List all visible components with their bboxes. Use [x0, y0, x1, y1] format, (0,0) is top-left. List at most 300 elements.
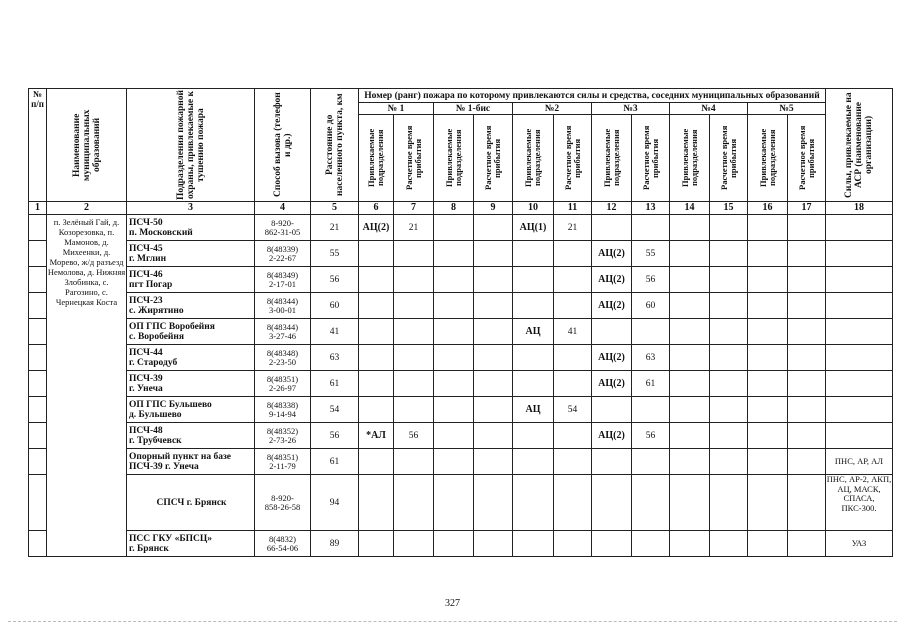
rank-2: №2 — [513, 103, 592, 115]
rank-time-cell — [788, 371, 826, 397]
table-row — [29, 475, 893, 531]
rank-unit-cell — [670, 371, 710, 397]
subheader-text: Расчетное время прибытия — [640, 125, 660, 191]
rank-time-cell — [394, 319, 434, 345]
rank-unit-cell: АЦ(2) — [592, 267, 632, 293]
rank-unit-cell — [670, 449, 710, 475]
rank-unit-cell — [670, 267, 710, 293]
unit-place: с. Воробейня — [129, 331, 185, 342]
unit-place: г. Брянск — [129, 543, 169, 554]
rank-time-cell — [554, 241, 592, 267]
rank-unit-cell — [748, 423, 788, 449]
distance-cell: 21 — [311, 215, 359, 241]
rank-unit-cell: АЦ — [513, 319, 554, 345]
rank-unit-cell — [434, 449, 474, 475]
phone-line-2: 2-22-67 — [269, 252, 296, 263]
table-row — [29, 371, 893, 397]
municipality-cell: п. Зелёный Гай, д. Козорезовка, п. Мамонов, д. Михеенки, д. Морево, ж/д разъезд Немолова, д. Нижняя Злобинка, с. Рагозино, с. Чернецкая Коста — [47, 215, 127, 557]
phone-line-2: 9-14-94 — [269, 408, 296, 419]
row-number — [29, 449, 47, 475]
rank-unit-cell — [359, 371, 394, 397]
header-distance — [311, 89, 359, 202]
header-units-text: Подразделения пожарной охраны, привлекаемые к тушению пожара — [175, 90, 206, 200]
rank-unit-cell: АЦ(2) — [592, 345, 632, 371]
phone-line-2: 2-26-97 — [269, 382, 296, 393]
subheader-text: Расчетное время прибытия — [562, 125, 582, 191]
phone-line-1: 8(48339) — [266, 243, 299, 254]
subheader-time — [394, 115, 434, 202]
distance-cell: 63 — [311, 345, 359, 371]
unit-name: ПСЧ-46 — [129, 269, 163, 280]
rank-time-cell — [632, 319, 670, 345]
header-call — [255, 89, 311, 202]
column-number: 18 — [826, 202, 893, 215]
rank-time-cell — [474, 531, 513, 557]
header-muni — [47, 89, 127, 202]
rank-unit-cell — [359, 267, 394, 293]
unit-place: с. Жирятино — [129, 305, 184, 316]
unit-place: г. Унеча — [129, 383, 163, 394]
rank-unit-cell — [748, 449, 788, 475]
row-number — [29, 397, 47, 423]
rank-time-cell — [788, 241, 826, 267]
rank-time-cell — [632, 449, 670, 475]
rank-time-cell — [554, 423, 592, 449]
row-number — [29, 423, 47, 449]
unit-place: г. Трубчевск — [129, 435, 182, 446]
rank-5: №5 — [748, 103, 826, 115]
forces-cell — [826, 345, 893, 371]
rank-time-cell — [474, 371, 513, 397]
rank-time-cell — [394, 371, 434, 397]
rank-time-cell — [554, 293, 592, 319]
phone-line-1: 8(48344) — [266, 295, 299, 306]
forces-cell — [826, 241, 893, 267]
rank-time-cell — [474, 397, 513, 423]
subheader-time — [474, 115, 513, 202]
phone-line-2: 2-17-01 — [269, 278, 296, 289]
column-number: 5 — [311, 202, 359, 215]
unit-cell — [127, 449, 255, 475]
header-distance-text: Расстояние до населенного пункта, км — [324, 93, 345, 197]
rank-time-cell — [710, 241, 748, 267]
rank-time-cell — [394, 267, 434, 293]
unit-place: г. Мглин — [129, 253, 167, 264]
rank-time-cell — [788, 345, 826, 371]
phone-line-1: 8(48344) — [266, 321, 299, 332]
phone-cell — [255, 449, 311, 475]
rank-unit-cell — [359, 345, 394, 371]
rank-time-cell — [632, 475, 670, 531]
rank-unit-cell — [513, 371, 554, 397]
subheader-text: Привлекаемые подразделения — [443, 128, 463, 188]
unit-cell — [127, 267, 255, 293]
rank-unit-cell — [670, 475, 710, 531]
unit-place: г. Стародуб — [129, 357, 178, 368]
row-number — [29, 267, 47, 293]
rank-unit-cell — [359, 319, 394, 345]
rank-unit-cell — [748, 215, 788, 241]
unit-place: пгт Погар — [129, 279, 173, 290]
rank-unit-cell — [434, 423, 474, 449]
subheader-units — [434, 115, 474, 202]
subheader-units — [359, 115, 394, 202]
rank-time-cell — [788, 449, 826, 475]
distance-cell: 41 — [311, 319, 359, 345]
rank-time-cell — [554, 449, 592, 475]
rank-unit-cell — [359, 449, 394, 475]
rank-unit-cell — [748, 475, 788, 531]
rank-unit-cell: АЦ(2) — [359, 215, 394, 241]
subheader-text: Расчетное время прибытия — [718, 125, 738, 191]
rank-time-cell — [710, 449, 748, 475]
phone-line-1: 8(4832) — [269, 533, 296, 544]
forces-cell — [826, 423, 893, 449]
rank-unit-cell — [592, 475, 632, 531]
rank-unit-cell — [359, 475, 394, 531]
rank-time-cell — [474, 449, 513, 475]
column-number: 4 — [255, 202, 311, 215]
phone-line-1: 8-920- — [271, 492, 294, 503]
distance-cell: 89 — [311, 531, 359, 557]
rank-time-cell — [788, 319, 826, 345]
phone-line-1: 8(48352) — [266, 425, 299, 436]
column-number: 10 — [513, 202, 554, 215]
subheader-time — [710, 115, 748, 202]
rank-time-cell: 63 — [632, 345, 670, 371]
rank-time-cell — [474, 215, 513, 241]
subheader-time — [788, 115, 826, 202]
rank-unit-cell — [434, 371, 474, 397]
table-row — [29, 267, 893, 293]
rank-time-cell — [474, 241, 513, 267]
rank-time-cell — [554, 371, 592, 397]
rank-unit-cell: АЦ(2) — [592, 423, 632, 449]
column-number: 7 — [394, 202, 434, 215]
column-number: 3 — [127, 202, 255, 215]
phone-cell — [255, 475, 311, 531]
rank-unit-cell — [434, 397, 474, 423]
rank-unit-cell — [434, 293, 474, 319]
subheader-units — [513, 115, 554, 202]
column-number: 14 — [670, 202, 710, 215]
header-forces — [826, 89, 893, 202]
unit-place: д. Бульшево — [129, 409, 182, 420]
column-number: 16 — [748, 202, 788, 215]
rank-time-cell — [474, 293, 513, 319]
subheader-units — [670, 115, 710, 202]
column-number: 2 — [47, 202, 127, 215]
rank-time-cell: 56 — [394, 423, 434, 449]
rank-time-cell — [394, 293, 434, 319]
rank-time-cell — [788, 423, 826, 449]
rank-unit-cell — [670, 319, 710, 345]
distance-cell: 55 — [311, 241, 359, 267]
table-row — [29, 531, 893, 557]
rank-time-cell — [554, 475, 592, 531]
phone-cell — [255, 345, 311, 371]
rank-unit-cell — [592, 397, 632, 423]
phone-line-2: 2-73-26 — [269, 434, 296, 445]
column-number: 8 — [434, 202, 474, 215]
forces-cell — [826, 319, 893, 345]
phone-line-1: 8(48348) — [266, 347, 299, 358]
column-number: 13 — [632, 202, 670, 215]
subheader-time — [632, 115, 670, 202]
row-number — [29, 319, 47, 345]
rank-time-cell — [788, 293, 826, 319]
rank-unit-cell — [670, 423, 710, 449]
rank-time-cell — [788, 215, 826, 241]
phone-line-1: 8(48351) — [266, 373, 299, 384]
column-number: 17 — [788, 202, 826, 215]
rank-time-cell: 60 — [632, 293, 670, 319]
phone-line-2: 2-23-50 — [269, 356, 296, 367]
rank-time-cell — [394, 449, 434, 475]
column-number: 12 — [592, 202, 632, 215]
rank-time-cell — [632, 531, 670, 557]
rank-unit-cell — [748, 241, 788, 267]
rank-1-bis: № 1-бис — [434, 103, 513, 115]
rank-time-cell — [788, 475, 826, 531]
rank-unit-cell — [670, 397, 710, 423]
rank-time-cell — [788, 267, 826, 293]
rank-unit-cell: АЦ(1) — [513, 215, 554, 241]
rank-unit-cell — [434, 531, 474, 557]
rank-unit-cell — [434, 267, 474, 293]
phone-cell — [255, 215, 311, 241]
rank-time-cell — [394, 475, 434, 531]
header-forces-text: Силы, привлекаемые на АСР (наименование организации) — [844, 92, 874, 198]
rank-unit-cell — [359, 293, 394, 319]
row-number — [29, 345, 47, 371]
rank-time-cell — [474, 475, 513, 531]
phone-cell — [255, 371, 311, 397]
rank-unit-cell — [670, 345, 710, 371]
row-number — [29, 215, 47, 241]
phone-cell — [255, 319, 311, 345]
rank-unit-cell — [513, 531, 554, 557]
row-number — [29, 371, 47, 397]
rank-unit-cell — [513, 475, 554, 531]
unit-name: ПСЧ-23 — [129, 295, 163, 306]
rank-time-cell: 56 — [632, 267, 670, 293]
phone-line-2: 862-31-05 — [264, 226, 301, 237]
header-num: № п/п — [29, 89, 47, 202]
unit-name: ОП ГПС Бульшево — [129, 399, 212, 410]
rank-unit-cell — [748, 371, 788, 397]
forces-cell: ПНС, АР, АЛ — [826, 449, 893, 475]
rank-unit-cell — [359, 531, 394, 557]
forces-cell — [826, 397, 893, 423]
unit-cell — [127, 345, 255, 371]
rank-time-cell — [474, 423, 513, 449]
subheader-text: Расчетное время прибытия — [483, 125, 502, 191]
subheader-text: Расчетное время прибытия — [796, 125, 816, 191]
distance-cell: 56 — [311, 423, 359, 449]
rank-time-cell — [394, 345, 434, 371]
rank-unit-cell — [359, 241, 394, 267]
unit-cell — [127, 371, 255, 397]
phone-cell — [255, 397, 311, 423]
phone-cell — [255, 267, 311, 293]
column-number: 15 — [710, 202, 748, 215]
subheader-units — [748, 115, 788, 202]
bottom-rule — [8, 621, 897, 622]
rank-time-cell: 61 — [632, 371, 670, 397]
rank-time-cell — [632, 215, 670, 241]
subheader-text: Привлекаемые подразделения — [601, 128, 621, 188]
table-row — [29, 293, 893, 319]
column-number: 11 — [554, 202, 592, 215]
rank-unit-cell — [592, 531, 632, 557]
rank-unit-cell — [748, 531, 788, 557]
subheader-text: Привлекаемые подразделения — [523, 128, 542, 188]
unit-name: СПСЧ г. Брянск — [156, 497, 227, 508]
phone-line-2: 858-26-58 — [264, 501, 301, 512]
unit-cell — [127, 531, 255, 557]
rank-time-cell — [554, 267, 592, 293]
rank-unit-cell — [592, 319, 632, 345]
table-row — [29, 423, 893, 449]
column-number: 6 — [359, 202, 394, 215]
subheader-units — [592, 115, 632, 202]
rank-unit-cell — [670, 241, 710, 267]
unit-name: ПСЧ-44 — [129, 347, 163, 358]
phone-line-2: 66-54-06 — [266, 542, 299, 553]
rank-unit-cell — [359, 397, 394, 423]
rank-unit-cell — [670, 215, 710, 241]
unit-cell — [127, 475, 255, 531]
forces-cell — [826, 215, 893, 241]
phone-line-2: 3-27-46 — [269, 330, 296, 341]
rank-unit-cell — [513, 241, 554, 267]
phone-line-1: 8(48349) — [266, 269, 299, 280]
rank-time-cell — [788, 397, 826, 423]
phone-cell — [255, 293, 311, 319]
subheader-text: Привлекаемые подразделения — [366, 128, 385, 188]
rank-unit-cell — [513, 423, 554, 449]
rank-unit-cell — [513, 449, 554, 475]
rank-time-cell — [474, 267, 513, 293]
unit-name: ПСЧ-50 — [129, 217, 163, 228]
distance-cell: 60 — [311, 293, 359, 319]
rank-unit-cell — [748, 319, 788, 345]
distance-cell: 61 — [311, 371, 359, 397]
header-call-text: Способ вызова (телефон и др.) — [272, 92, 293, 198]
rank-unit-cell — [670, 531, 710, 557]
rank-time-cell — [710, 475, 748, 531]
rank-time-cell: 41 — [554, 319, 592, 345]
rank-unit-cell — [434, 319, 474, 345]
distance-cell: 54 — [311, 397, 359, 423]
rank-time-cell — [710, 531, 748, 557]
rank-time-cell — [632, 397, 670, 423]
phone-line-2: 3-00-01 — [269, 304, 296, 315]
rank-unit-cell — [748, 345, 788, 371]
fire-plan-table — [28, 88, 893, 557]
rank-time-cell: 56 — [632, 423, 670, 449]
rank-unit-cell — [434, 475, 474, 531]
rank-time-cell — [474, 345, 513, 371]
unit-cell — [127, 241, 255, 267]
subheader-text: Привлекаемые подразделения — [757, 128, 777, 188]
rank-unit-cell — [670, 293, 710, 319]
rank-unit-cell — [434, 345, 474, 371]
table-row — [29, 319, 893, 345]
rank-time-cell — [788, 531, 826, 557]
rank-unit-cell — [513, 345, 554, 371]
phone-line-1: 8(48351) — [266, 451, 299, 462]
rank-time-cell: 55 — [632, 241, 670, 267]
distance-cell: 61 — [311, 449, 359, 475]
column-number: 1 — [29, 202, 47, 215]
table-row — [29, 345, 893, 371]
unit-place: п. Московский — [129, 227, 193, 238]
row-number — [29, 475, 47, 531]
unit-place: ПСЧ-39 г. Унеча — [129, 461, 199, 472]
rank-time-cell — [710, 319, 748, 345]
rank-time-cell — [710, 345, 748, 371]
rank-time-cell — [394, 241, 434, 267]
unit-name: ПСС ГКУ «БПСЦ» — [129, 533, 212, 544]
phone-line-1: 8-920- — [271, 217, 294, 228]
rank-time-cell — [710, 293, 748, 319]
row-number — [29, 531, 47, 557]
forces-cell — [826, 267, 893, 293]
rank-unit-cell: *АЛ — [359, 423, 394, 449]
page-number: 327 — [445, 598, 460, 609]
rank-unit-cell — [434, 241, 474, 267]
rank-time-cell — [710, 267, 748, 293]
rank-4: №4 — [670, 103, 748, 115]
subheader-time — [554, 115, 592, 202]
sheet — [28, 88, 892, 557]
rank-time-cell — [710, 215, 748, 241]
rank-time-cell: 21 — [554, 215, 592, 241]
unit-name: ОП ГПС Воробейня — [129, 321, 215, 332]
forces-cell: ПНС, АР-2, АКП, АЦ, МАСК, СПАСА, ПКС-300. — [826, 475, 893, 531]
phone-cell — [255, 531, 311, 557]
unit-cell — [127, 293, 255, 319]
table-row — [29, 397, 893, 423]
rank-unit-cell — [748, 293, 788, 319]
rank-unit-cell: АЦ(2) — [592, 371, 632, 397]
unit-name: Опорный пункт на базе — [129, 451, 231, 462]
rank-unit-cell: АЦ(2) — [592, 293, 632, 319]
distance-cell: 56 — [311, 267, 359, 293]
phone-line-1: 8(48338) — [266, 399, 299, 410]
forces-cell — [826, 371, 893, 397]
rank-time-cell — [710, 423, 748, 449]
rank-3: №3 — [592, 103, 670, 115]
distance-cell: 94 — [311, 475, 359, 531]
table-row — [29, 449, 893, 475]
rank-time-cell — [554, 345, 592, 371]
phone-line-2: 2-11-79 — [269, 460, 296, 471]
rank-time-cell — [474, 319, 513, 345]
unit-cell — [127, 397, 255, 423]
rank-time-cell — [710, 397, 748, 423]
forces-cell: УАЗ — [826, 531, 893, 557]
rank-time-cell: 21 — [394, 215, 434, 241]
rank-time-cell — [554, 531, 592, 557]
rank-unit-cell — [592, 215, 632, 241]
rank-unit-cell — [513, 293, 554, 319]
subheader-text: Привлекаемые подразделения — [679, 128, 699, 188]
table-row — [29, 215, 893, 241]
rank-time-cell — [394, 531, 434, 557]
